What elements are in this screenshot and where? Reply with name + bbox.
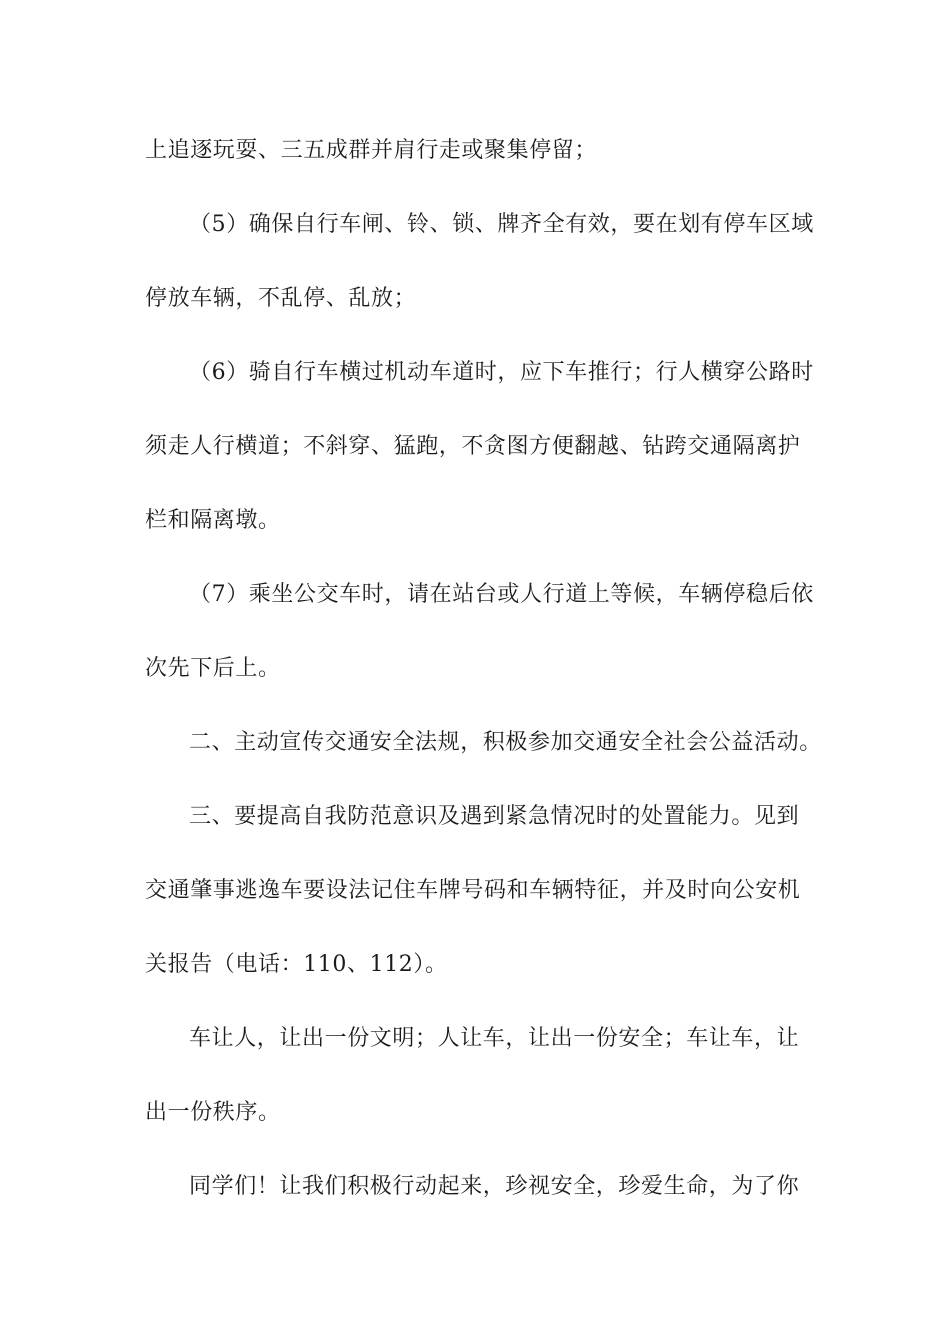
text-line: 关报告（电话：110、112）。	[145, 952, 448, 977]
text-line: 次先下后上。	[145, 656, 281, 681]
text-line: 三、要提高自我防范意识及遇到紧急情况时的处置能力。见到	[189, 804, 800, 829]
text-line: （6）骑自行车横过机动车道时，应下车推行；行人横穿公路时	[189, 360, 814, 385]
text-line: 车让人，让出一份文明；人让车，让出一份安全；车让车，让	[189, 1026, 800, 1051]
text-line: 二、主动宣传交通安全法规，积极参加交通安全社会公益活动。	[189, 730, 822, 755]
text-line: 上追逐玩耍、三五成群并肩行走或聚集停留；	[145, 138, 598, 163]
text-line: 须走人行横道；不斜穿、猛跑，不贪图方便翻越、钻跨交通隔离护	[145, 434, 801, 459]
text-line: 停放车辆，不乱停、乱放；	[145, 286, 417, 311]
text-line: 栏和隔离墩。	[145, 508, 281, 533]
text-line: 交通肇事逃逸车要设法记住车牌号码和车辆特征，并及时向公安机	[145, 878, 801, 903]
text-line: （7）乘坐公交车时，请在站台或人行道上等候，车辆停稳后依	[189, 582, 814, 607]
text-line: 同学们！让我们积极行动起来，珍视安全，珍爱生命，为了你	[189, 1174, 800, 1199]
text-line: 出一份秩序。	[145, 1100, 281, 1125]
text-line: （5）确保自行车闸、铃、锁、牌齐全有效，要在划有停车区域	[189, 212, 814, 237]
